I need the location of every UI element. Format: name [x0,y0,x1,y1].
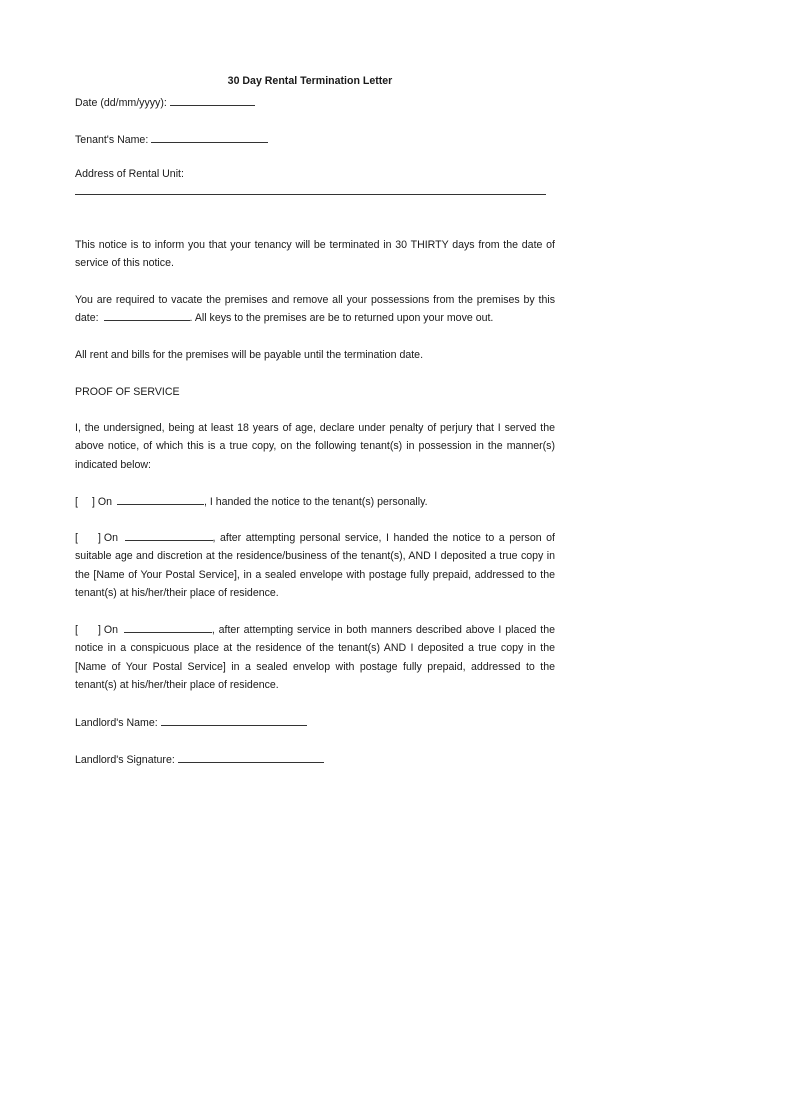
tenant-name-blank[interactable] [151,131,268,143]
address-label: Address of Rental Unit: [75,168,184,180]
rent-paragraph: All rent and bills for the premises will be payable until the termination date. [75,349,424,361]
checkbox-option-1[interactable]: [ ] On [75,496,112,508]
option-1-text: , I handed the notice to the tenant(s) personally. [203,496,428,508]
service-option-3 [75,621,555,695]
landlord-name-label: Landlord's Name: [75,717,158,729]
vacate-date-blank[interactable] [104,309,190,321]
checkbox-option-3[interactable]: [ ] On [75,624,118,636]
vacate-text-2: . All keys to the premises are be to returned upon your move out. [189,312,494,325]
option-2-text: , after attempting personal service, I handed the notice to a person of suitable age and discretion at the residence/business of the tenant(s), AND I deposited a true copy in the [Name of Your Postal Service], in a sealed envelope with postage fully prepaid, addressed to the tenant(s) at his/her/their place of residence. [75,532,555,600]
proof-of-service-heading: PROOF OF SERVICE [75,386,180,398]
document-title: 30 Day Rental Termination Letter [227,75,393,87]
date-field-row [75,94,255,110]
option-3-date-blank[interactable] [124,621,212,633]
address-blank[interactable] [75,194,546,195]
address-row [75,167,184,181]
declaration-paragraph: I, the undersigned, being at least 18 years of age, declare under penalty of perjury that I served the above notice, of which this is a true copy, on the following tenant(s) in possession in the manner(s) indicated below: [75,422,555,471]
notice-paragraph: This notice is to inform you that your tenancy will be terminated in 30 THIRTY days from the date of service of this notice. [75,239,555,270]
landlord-signature-row [75,751,324,767]
tenant-name-row [75,131,268,147]
service-option-2 [75,529,555,603]
service-option-1 [75,493,555,511]
checkbox-option-2[interactable]: [ ] On [75,532,118,544]
landlord-signature-blank[interactable] [178,751,324,763]
vacate-paragraph [75,291,555,328]
date-blank[interactable] [170,94,255,106]
landlord-name-row [75,714,307,730]
date-label: Date (dd/mm/yyyy): [75,97,167,109]
landlord-signature-label: Landlord's Signature: [75,754,175,766]
option-3-text: , after attempting service in both manners described above I placed the notice in a conspicuous place at the residence of the tenant(s) AND I deposited a true copy in the [Name of Your Postal Service] in a sealed envelop with postage fully prepaid, addressed to the tenant(s) at his/her/their place of residence. [75,624,555,692]
option-2-date-blank[interactable] [125,529,213,541]
tenant-name-label: Tenant's Name: [75,134,149,146]
vacate-text-1: You are required to vacate the premises and remove all your possessions from the premises by this date: [75,294,555,325]
landlord-name-blank[interactable] [161,714,307,726]
option-1-date-blank[interactable] [117,493,204,505]
